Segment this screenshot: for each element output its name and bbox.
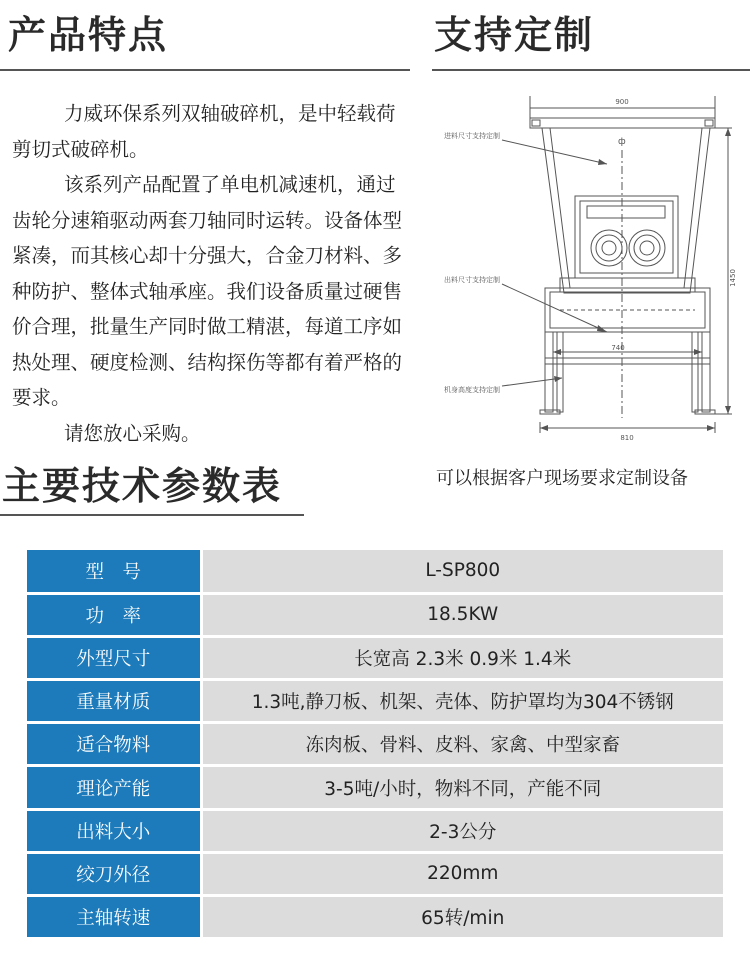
inlet-note: 进料尺寸支持定制 [444, 132, 500, 140]
spec-label: 适合物料 [27, 723, 201, 766]
spec-value: 3-5吨/小时，物料不同，产能不同 [201, 766, 723, 809]
specs-rule [0, 514, 304, 516]
spec-row-blade-diameter [27, 852, 723, 895]
customize-note: 可以根据客户现场要求定制设备 [436, 468, 688, 489]
spec-row-model [27, 550, 723, 593]
intro-text [12, 96, 412, 451]
dim-bottom-label: 810 [620, 434, 634, 442]
spec-label: 主轴转速 [27, 896, 201, 939]
spec-value: 长宽高 2.3米 0.9米 1.4米 [201, 636, 723, 679]
spec-row-spindle-speed [27, 896, 723, 939]
spec-label: 出料大小 [27, 809, 201, 852]
specs-heading: 主要技术参数表 [2, 464, 283, 508]
spec-value: L-SP800 [201, 550, 723, 593]
spec-label: 理论产能 [27, 766, 201, 809]
spec-value: 18.5KW [201, 593, 723, 636]
dim-top-label: 900 [615, 98, 629, 106]
spec-label: 功 率 [27, 593, 201, 636]
machine-drawing [432, 88, 742, 443]
features-rule [0, 69, 410, 71]
spec-label: 绞刀外径 [27, 852, 201, 895]
spec-row-power [27, 593, 723, 636]
height-note: 机身高度支持定制 [444, 386, 500, 394]
spec-row-output-size [27, 809, 723, 852]
spec-value: 65转/min [201, 896, 723, 939]
spec-row-dimensions [27, 636, 723, 679]
features-heading: 产品特点 [8, 13, 169, 57]
intro-paragraph-1: 力威环保系列双轴破碎机，是中轻载荷剪切式破碎机。 [12, 102, 396, 161]
dim-height-label: 1450 [729, 269, 737, 287]
center-mark: ф [618, 137, 626, 147]
spec-label: 外型尺寸 [27, 636, 201, 679]
outlet-note: 出料尺寸支持定制 [444, 276, 500, 284]
spec-row-weight-material [27, 680, 723, 723]
spec-table [27, 550, 723, 940]
customize-heading: 支持定制 [434, 13, 595, 57]
intro-paragraph-3: 请您放心采购。 [64, 421, 201, 445]
spec-value: 220mm [201, 852, 723, 895]
dim-mid-label: 740 [611, 344, 625, 352]
customize-rule [432, 69, 750, 71]
spec-label: 型 号 [27, 550, 201, 593]
spec-value: 1.3吨,静刀板、机架、壳体、防护罩均为304不锈钢 [201, 680, 723, 723]
spec-row-suitable-material [27, 723, 723, 766]
spec-row-capacity [27, 766, 723, 809]
spec-label: 重量材质 [27, 680, 201, 723]
spec-value: 2-3公分 [201, 809, 723, 852]
spec-value: 冻肉板、骨料、皮料、家禽、中型家畜 [201, 723, 723, 766]
intro-paragraph-2: 该系列产品配置了单电机减速机，通过齿轮分速箱驱动两套刀轴同时运转。设备体型紧凑，而其核心却十分强大，合金刀材料、多种防护、整体式轴承座。我们设备质量过硬售价合理，批量生产同时做工精湛，每道工序如热处理、硬度检测、结构探伤等都有着严格的要求。 [12, 173, 403, 409]
